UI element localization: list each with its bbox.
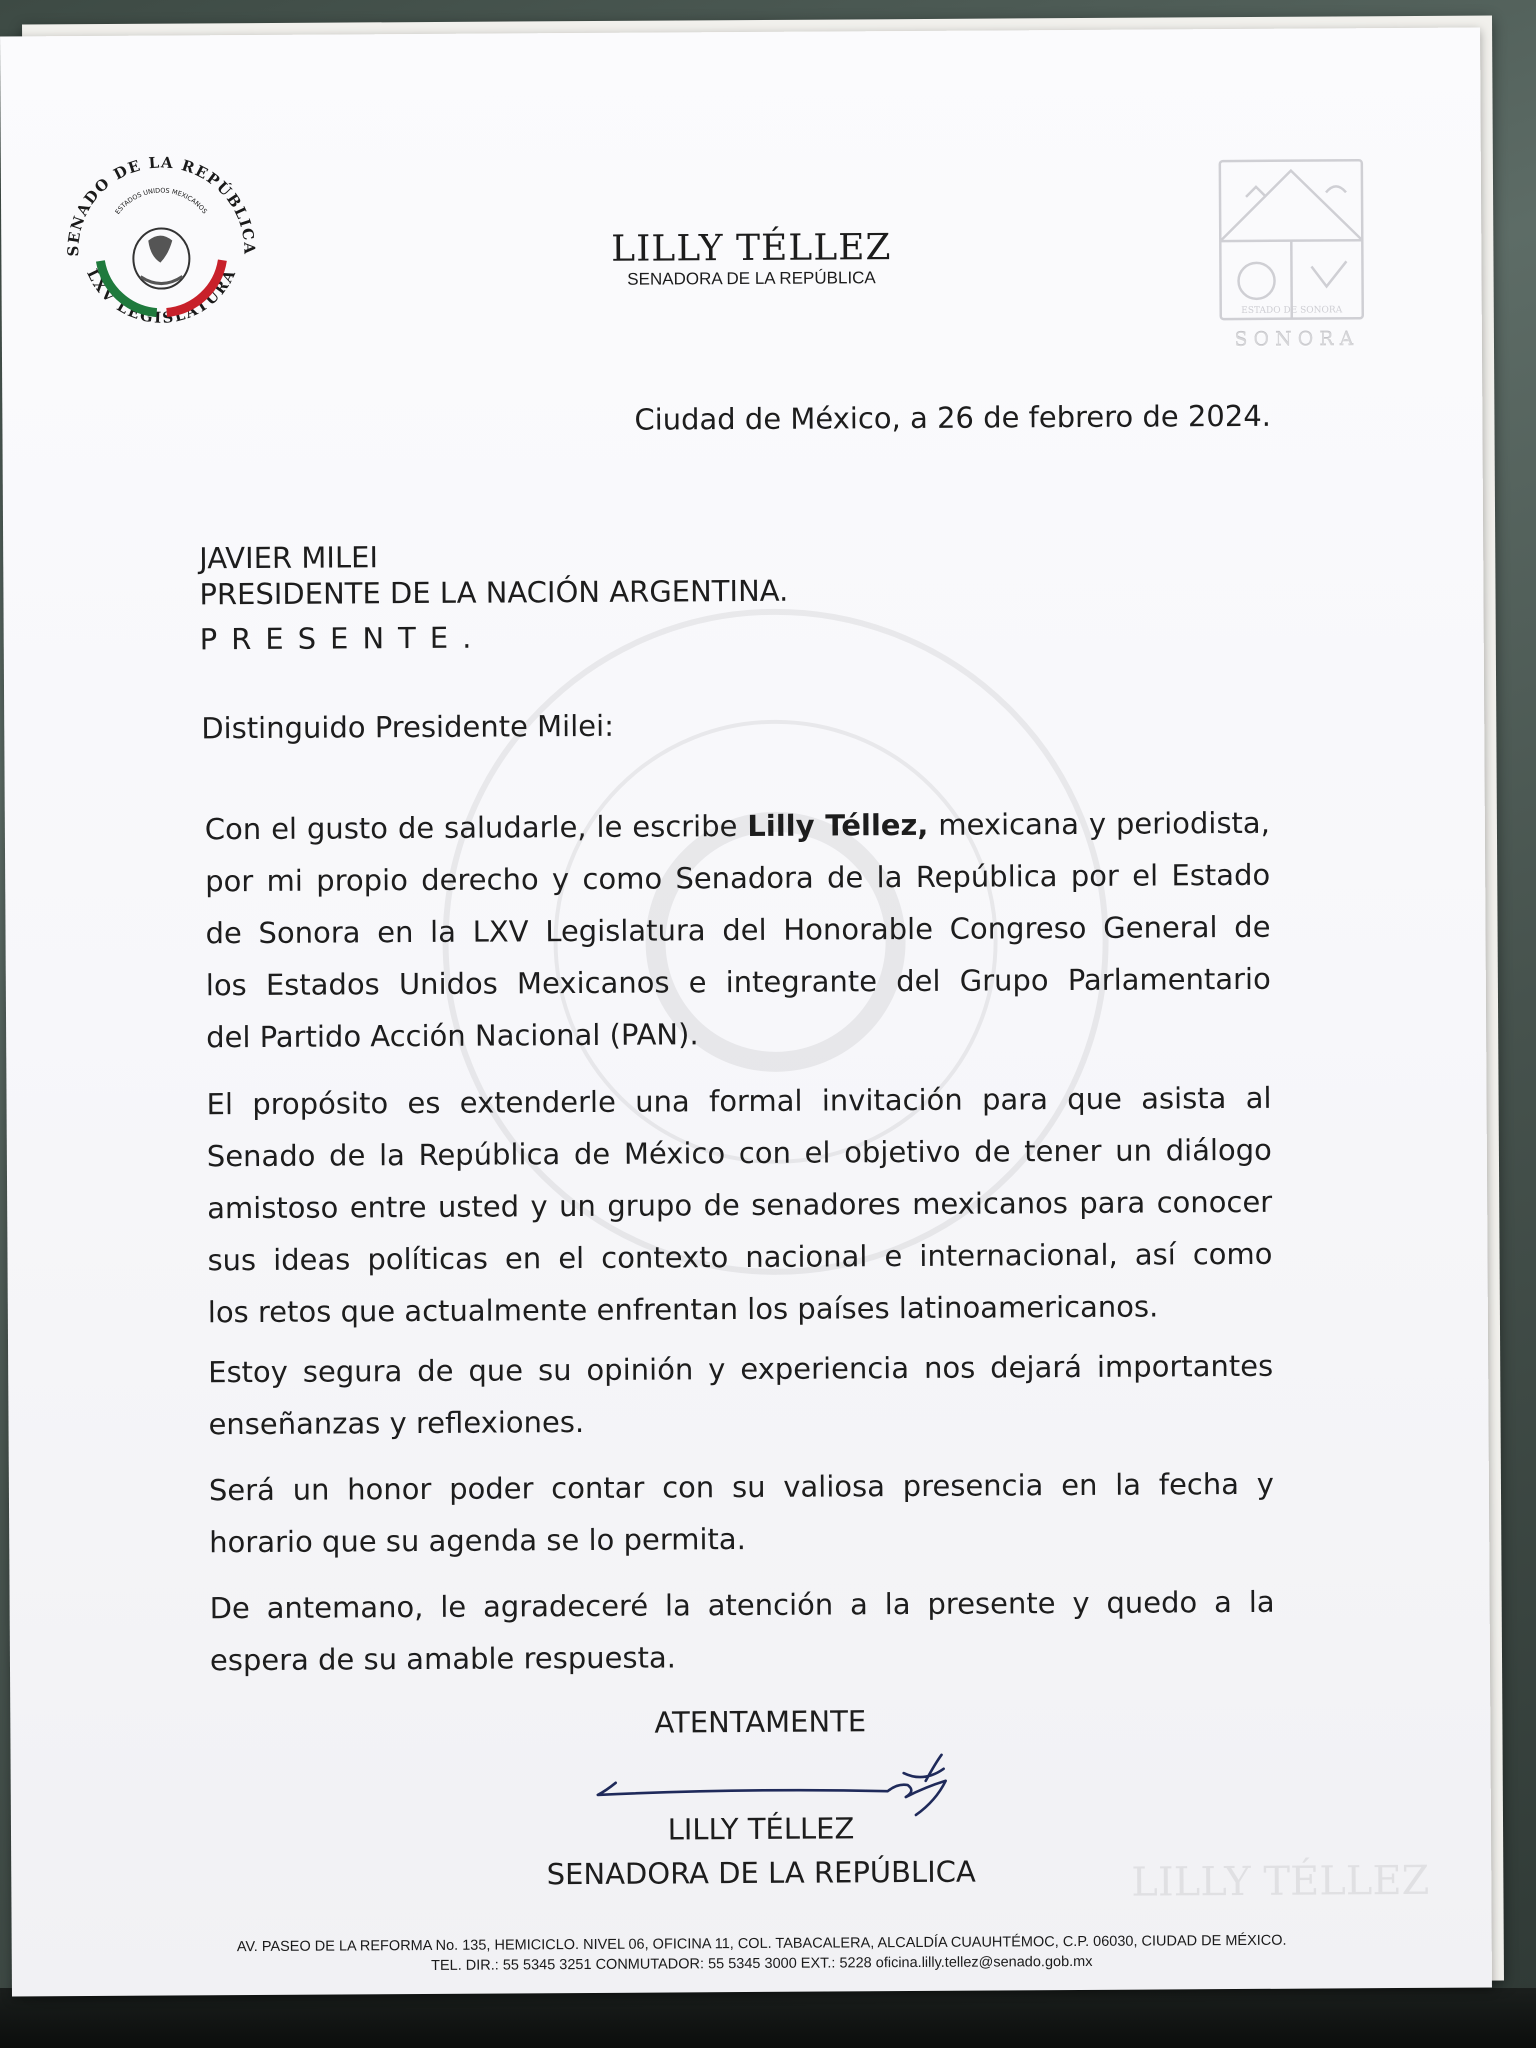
recipient-present: PRESENTE. bbox=[199, 620, 486, 657]
signer-name: LILLY TÉLLEZ bbox=[667, 1811, 855, 1847]
paragraph-4-line: horario que su agenda se lo permita. bbox=[209, 1522, 746, 1560]
seal-text-bottom: LXV LEGISLATURA bbox=[83, 265, 240, 327]
recipient-name: JAVIER MILEI bbox=[199, 540, 379, 576]
paragraph-5-line: espera de su amable respuesta. bbox=[209, 1640, 676, 1678]
paragraph-1-line: los Estados Unidos Mexicanos e integrante del Grupo Parlamentario bbox=[205, 961, 1271, 1003]
paragraph-4-line: Será un honor poder contar con su valiosa presencia en la fecha y bbox=[208, 1466, 1274, 1508]
seal-text-inner: ESTADOS UNIDOS MEXICANOS bbox=[113, 186, 209, 216]
paragraph-2-line: Senado de la República de México con el objetivo de tener un diálogo bbox=[206, 1132, 1272, 1174]
bleed-through-text: LILLY TÉLLEZ bbox=[1131, 1857, 1430, 1906]
closing: ATENTAMENTE bbox=[654, 1704, 867, 1740]
seal-text-top: SENADO DE LA REPÚBLICA bbox=[64, 153, 259, 257]
paragraph-2-line: amistoso entre usted y un grupo de senadores mexicanos para conocer bbox=[207, 1184, 1273, 1226]
text-span: mexicana y periodista, bbox=[928, 805, 1270, 842]
footer-address: AV. PASEO DE LA REFORMA No. 135, HEMICICLO. NIVEL 06, OFICINA 11, COL. TABACALERA, ALCALDÍA CUAUHTÉMOC, C.P. 06030, CIUDAD DE MÉXICO. bbox=[236, 1932, 1287, 1956]
bold-name: Lilly Téllez, bbox=[747, 807, 929, 843]
header-subtitle: SENADORA DE LA REPÚBLICA bbox=[627, 268, 876, 289]
paragraph-3-line: Estoy segura de que su opinión y experiencia nos dejará importantes bbox=[208, 1348, 1274, 1390]
svg-text:ESTADOS UNIDOS MEXICANOS bbox=[113, 186, 208, 216]
paragraph-3-line: enseñanzas y reflexiones. bbox=[208, 1404, 585, 1442]
paragraph-1-line: de Sonora en la LXV Legislatura del Honorable Congreso General de bbox=[205, 909, 1271, 951]
table-background bbox=[0, 1988, 1536, 2048]
sonora-crest-icon bbox=[1216, 156, 1367, 327]
paragraph-1-line bbox=[205, 806, 1270, 847]
paragraph-1-line: por mi propio derecho y como Senadora de la República por el Estado bbox=[205, 857, 1271, 899]
letter-page bbox=[0, 27, 1492, 1996]
emboss-text: ESTADO DE SONORA bbox=[1241, 305, 1343, 316]
footer-contact: TEL. DIR.: 55 5345 3251 CONMUTADOR: 55 5345 3000 EXT.: 5228 oficina.lilly.tellez@senado.gob.mx bbox=[431, 1953, 1093, 1974]
paragraph-5-line: De antemano, le agradeceré la atención a la presente y quedo a la bbox=[209, 1584, 1275, 1626]
paragraph-2-line: El propósito es extenderle una formal invitación para que asista al bbox=[206, 1080, 1272, 1122]
salutation: Distinguido Presidente Milei: bbox=[201, 708, 615, 746]
header-name: LILLY TÉLLEZ bbox=[611, 227, 892, 270]
paragraph-1-line: del Partido Acción Nacional (PAN). bbox=[206, 1017, 699, 1055]
recipient-title: PRESIDENTE DE LA NACIÓN ARGENTINA. bbox=[199, 573, 789, 612]
paragraph-2-line: sus ideas políticas en el contexto nacional e internacional, así como bbox=[207, 1236, 1273, 1278]
sonora-caption: SONORA bbox=[1234, 328, 1360, 352]
signer-title: SENADORA DE LA REPÚBLICA bbox=[546, 1854, 976, 1892]
text-span: Con el gusto de saludarle, le escribe bbox=[204, 808, 748, 847]
paragraph-2-line: los retos que actualmente enfrentan los países latinoamericanos. bbox=[207, 1289, 1159, 1330]
date-line: Ciudad de México, a 26 de febrero de 2024. bbox=[634, 398, 1272, 437]
